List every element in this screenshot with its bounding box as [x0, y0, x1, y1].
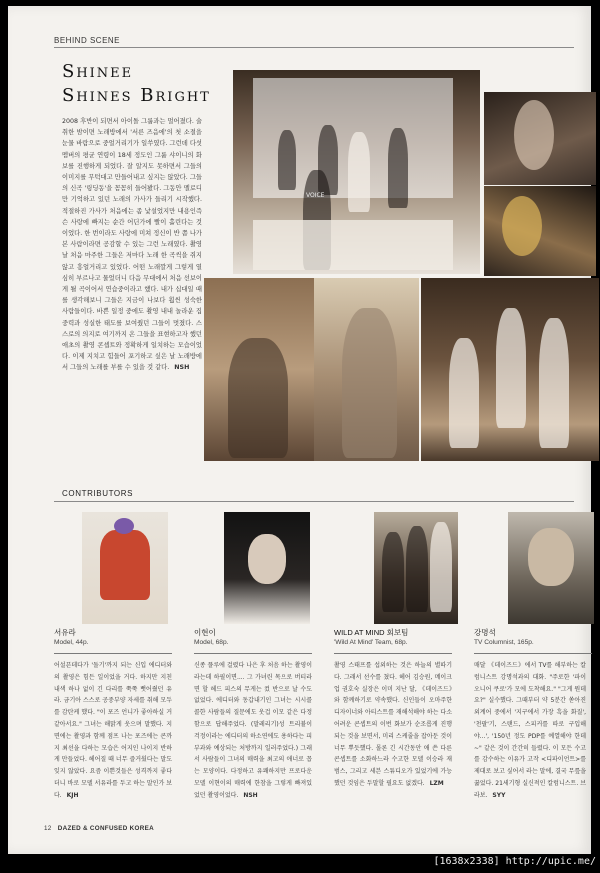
- contributor-bio-text-4: 매달 《데이즈드》에서 TV를 해부하는 칼럼니스트 강명석과의 대화. "주로한 '파이오니어 쿠로'가 모에 도착해요." "그게 뭔데요?" 실수했다. 그때부터 약 5분간 쏟아진 외계어 중에서 '지구에서 가장 흑을 화질', '천팔'기, 스탠드, 스피커를 따로 구입해야...', '150년 정도 PDP를 예열해야 한데~" 같은 것이 간간히 들렸다. 이 모든 수고를 감수하는 이유가 고작 <디파이언트>를 제대로 보고 싶어서 라는 말에, 결국 무릎을 꿇었다. 21세기형 실신적인 칼럼니스트. 브라보.: [474, 662, 586, 799]
- member-face-masked: [502, 196, 542, 256]
- member-figure: [388, 128, 408, 208]
- columnist-face: [528, 528, 574, 586]
- page-number: 12: [44, 825, 52, 832]
- marionette-group-photo: [421, 278, 599, 461]
- contributor-sig-2: NSH: [243, 791, 258, 799]
- contributor-bio-text-3: 촬영 스태프를 섭외하는 것은 하늘의 별따기다. 그래서 선수를 쳤다. 헤어 김승원, 메이크업 권호숙 실장은 이미 지난 달, 《데이즈드》와 함께하기로 약속했다. 신인들이 오마주한 디자이너와 아티스트를 재해석해야 하는 다소 어려운 콘셉트의 이번 화보가 순조롭게 진행되는 것을 보면서, 미리 스케줄을 잡아둔 것이 너무 뿌듯했다. 몰론 긴 시간동안 애 쓴 다른 콘셉트를 소화하느라 수고한 모델 이승라 재범스, 그리고 세븐 스튜디오가 있었기에 가능했던 것임은 두말할 필요도 없겠다.: [334, 662, 452, 787]
- contributor-photo-4: [508, 512, 594, 624]
- member-figure: [449, 338, 479, 448]
- red-hoodie-figure: [100, 530, 150, 600]
- contributor-photo-1: [82, 512, 168, 624]
- contributors-rule: [54, 501, 574, 502]
- contributor-sig-4: SYY: [492, 791, 506, 799]
- contributor-role-2: Model, 68p.: [194, 639, 229, 646]
- model-face: [248, 534, 286, 584]
- contributor-bio-1: [54, 660, 172, 802]
- photographer-photo: [204, 278, 314, 461]
- contributor-role-4: TV Columnist, 165p.: [474, 639, 534, 646]
- shirt-text: VOICE: [306, 192, 325, 199]
- contributor-bio-text-2: 신종 플루에 걸렸다 나은 후 처음 하는 촬영이라는데 하필이면.... 그 가녀린 목으로 버티라면 할 헤드 피스의 무게는 컸 반으로 날 수도 없었다. 에디터와 동갑내기인 그녀는 시시콜콜한 사람들의 질문에도 웃겁 이모 같은 다정함으로 답해주었다. (말레리기)성 트리뷸이 걱정이라는 에디터의 하소연에도 용하다는 피부과와 예상되는 처방까지 일러주었다.) 그래서 사람들이 그녀의 매력을 최고의 애너로 꼽는 모양이다. 다정하고 유쾌하지만 프로다운 모델 이현이의 매력에 한참을 그렇게 빠져있었던 촬영이었다.: [194, 662, 312, 799]
- member-figure: [348, 132, 370, 212]
- contributor-role-3: 'Wild At Mind' Team, 68p.: [334, 639, 408, 646]
- contributor-name-2: 이현이: [194, 628, 216, 637]
- article-signature: NSH: [174, 364, 190, 372]
- member-figure: [539, 318, 569, 448]
- article-body: [62, 116, 202, 374]
- contributor-bio-2: [194, 660, 312, 802]
- contributors-label: CONTRIBUTORS: [62, 489, 134, 498]
- team-member: [430, 522, 452, 612]
- title-line-1: Shinee: [62, 61, 134, 82]
- contributor-sig-3: LZM: [429, 779, 444, 787]
- contributor-name-4: 강명석: [474, 628, 496, 637]
- makeup-photo-1: [484, 92, 596, 185]
- magazine-name: DAZED & CONFUSED KOREA: [57, 825, 154, 832]
- contributor-name-1: 서유라: [54, 628, 76, 637]
- contributor-bio-4: [474, 660, 586, 802]
- makeup-photo-2: [484, 186, 596, 276]
- contributor-bio-text-1: 어설픈데다가 '돌기'까지 되는 신입 에디터와의 촬영은 힘든 일이었을 거다. 하지만 지친 내색 하나 없이 긴 다리를 쭉쭉 뻣어줬던 유라. 금기아 스스로 공중부양 자세를 취해 모두를 감탄케 했다. "이 포즈 언니가 좋아하실 거 같아서요." 그녀는 해맑게 웃으며 말했다. 지면에는 촬영과 함께 점프 나는 포즈에는 콘까지 최선을 다하는 모습은 어지인 나이지 반하게 만들었다. 헤어질 때 너무 즐거웠다는 말도 잊지 않았다. 요즘 이쁜것들은 성격까지 좋다더니 바로 모델 서유라를 두고 하는 말인가 보다.: [54, 662, 172, 799]
- team-member: [406, 526, 428, 612]
- contributor-rule-2: [194, 653, 312, 654]
- contributor-rule-1: [54, 653, 172, 654]
- contributor-name-3: WILD AT MIND 회보팀: [334, 628, 409, 637]
- section-label: BEHIND SCENE: [54, 36, 121, 45]
- contributor-rule-4: [474, 653, 592, 654]
- header-rule: [54, 47, 574, 48]
- group-stage-photo: [233, 70, 480, 274]
- member-figure: [278, 130, 296, 190]
- member-figure-coat: [342, 308, 397, 458]
- team-member: [382, 532, 404, 612]
- article-text: 2008 후반이 되면서 아이돌 그룹과는 멀어졌다. 술 취한 밤이면 노래방에서 '서른 즈음에'의 첫 소절을 눈물 바람으로 중얼거리기가 일쑤였다. 그런데 다섯 멤버의 평균 연령이 18세 정도인 그룹 샤이니의 화보를 진행하게 되었다. 잘 알지도 못하면서 그들의 이미지를 무턱대고 만들어내고 싶지는 않았다. 그들의 신곡 '링딩동'을 꼼꼼히 들어봤다. 그동안 멜로디만 기억하고 있던 노래의 가사가 들리기 시작했다. 적절하진 가사가 처음에는 좀 낯설었지만 내용인즉슨 사랑에 빠지는 순간 어딘가에 빨이 홀린다는 것이었다. 한 번이라도 사랑에 미쳐 정신이 반 쯤 나가본 사람이라면 공감할 수 있는 그런 노래였다. 촬영 날 처음 마주한 그들은 저마다 노래 한 곡씩을 쥐지 않고 흥얼거리고 있었다. 어떤 노래깔게 그렇게 열심히 부르나고 물었더니 다음 무대에서 처음 선보이게 될 곡이어서 연습중이라고 했다. 내가 십대일 때를 생각해보니 그들은 지금이 나보다 훨씬 성숙한 사람들이다. 바쁜 일정 중에도 촬영 내내 놀라운 집중력과 성실한 태도를 보여줬던 그들이 멋졌다. 스스로의 의지로 여기까지 온 그들을 표현하고자 했던 애초의 촬영 콘셉트와 정확하게 일치하는 모습이었다. 이제 지치고 힘들어 포기하고 싶은 날 노래방에서 그들의 노래를 부를 수 있을 것 같다.: [62, 118, 202, 372]
- member-figure: [496, 308, 526, 428]
- purple-hat: [114, 518, 134, 534]
- member-face: [514, 100, 554, 170]
- contributor-bio-3: [334, 660, 452, 790]
- contributor-photo-3: [374, 512, 458, 624]
- contributor-rule-3: [334, 653, 452, 654]
- photographer-figure: [228, 338, 288, 458]
- member-portrait-photo: [314, 278, 419, 461]
- title-line-2: Shines Bright: [62, 85, 211, 106]
- contributor-photo-2: [224, 512, 310, 624]
- article-title: [62, 60, 211, 108]
- contributor-role-1: Model, 44p.: [54, 639, 89, 646]
- page-footer: [44, 825, 154, 832]
- contributor-sig-1: KJH: [66, 791, 79, 799]
- magazine-page: [8, 6, 591, 854]
- watermark-link[interactable]: [1638x2338] http://upic.me/: [433, 856, 596, 867]
- stage-boxes: [253, 220, 453, 270]
